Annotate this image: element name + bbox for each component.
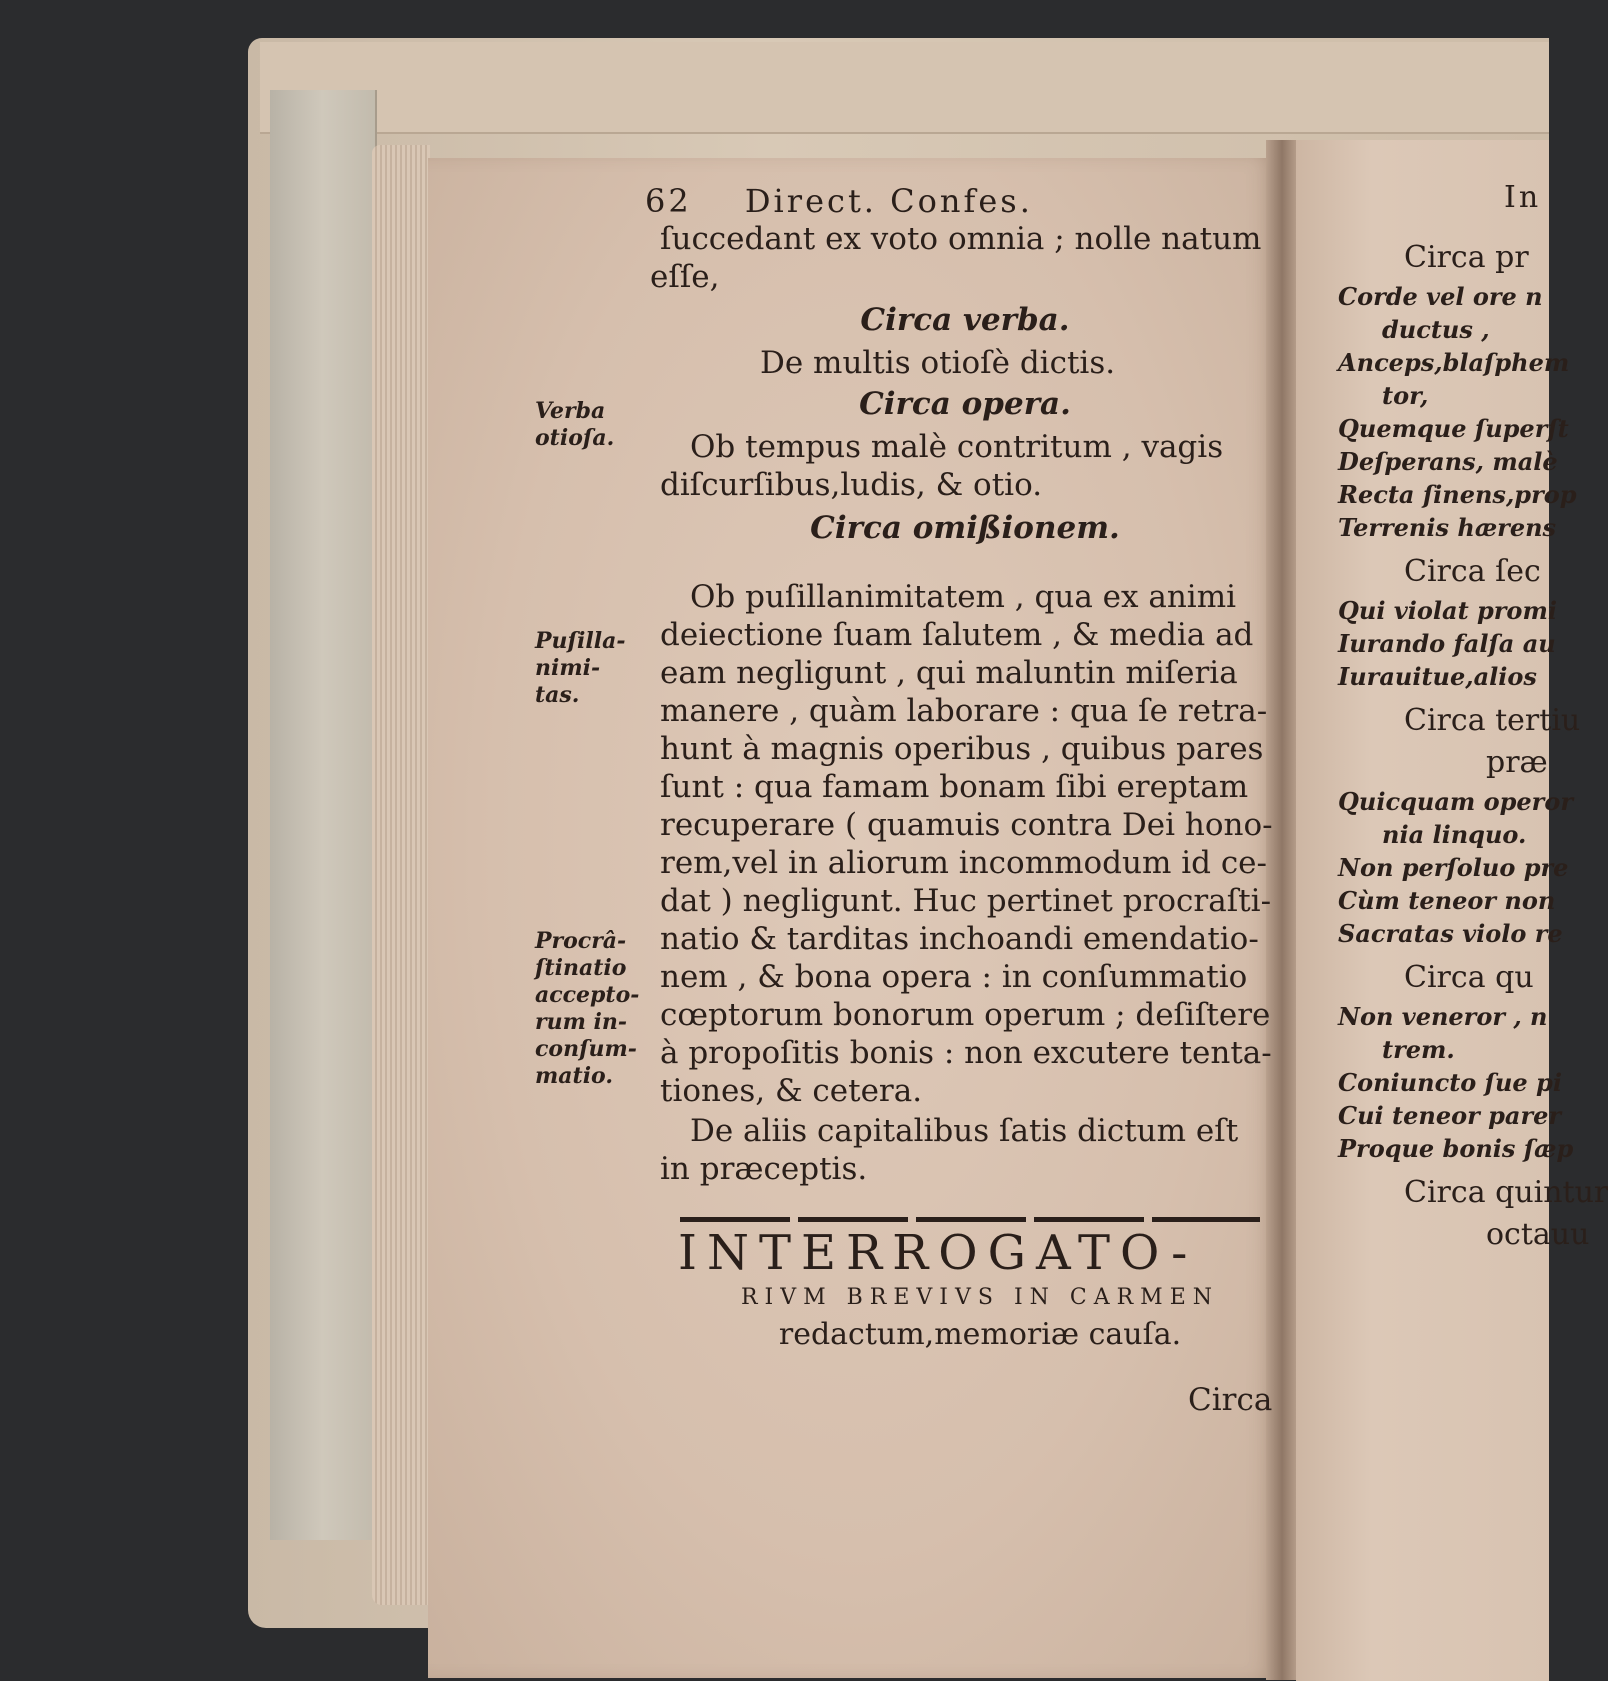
running-head xyxy=(645,182,1165,220)
right-section-heading: Circa pr xyxy=(1404,240,1529,275)
running-head-title: Direct. Confes. xyxy=(744,182,1033,220)
right-verse-line: Quemque ſuperſt xyxy=(1338,414,1569,443)
right-section-heading: Circa tertiu xyxy=(1404,703,1581,738)
right-verse-line: Proque bonis ſæp xyxy=(1338,1134,1574,1163)
margin-note-verba xyxy=(535,398,655,452)
text-line: nem , & bona opera : in conſummatio xyxy=(660,959,1248,995)
right-verse-line: Iurando falſa au xyxy=(1338,629,1556,658)
margin-note-line: otioſa. xyxy=(535,425,615,451)
right-page-text xyxy=(1296,140,1608,1681)
page-number: 62 xyxy=(645,182,692,220)
right-verse-line: Coniuncto ſue pi xyxy=(1338,1068,1562,1097)
margin-note-line: nimi- xyxy=(535,655,601,681)
text-line: rem,vel in aliorum incommodum id ce- xyxy=(660,845,1267,881)
text-line: in præceptis. xyxy=(660,1151,868,1187)
text-line: De aliis capitalibus ſatis dictum eſt xyxy=(690,1113,1239,1149)
margin-note-line: Verba xyxy=(535,398,606,424)
text-line: dat ) negligunt. Huc pertinet procraſti- xyxy=(660,883,1272,919)
book-cover-top-edge xyxy=(260,42,1549,134)
right-verse-line: Corde vel ore n xyxy=(1338,282,1543,311)
margin-note-line: ſtinatio xyxy=(535,955,627,981)
text-line: eſſe, xyxy=(650,259,720,295)
section-subtitle-second: redactum,memoriæ cauſa. xyxy=(778,1317,1182,1352)
right-verse-line: Qui violat promi xyxy=(1338,596,1557,625)
margin-note-line: matio. xyxy=(535,1063,613,1089)
text-line: cœptorum bonorum operum ; deſiſtere xyxy=(660,997,1271,1033)
binding-strip xyxy=(270,90,377,1540)
right-section-heading: præ xyxy=(1486,745,1548,780)
right-verse-line: Sacratas violo re xyxy=(1338,919,1563,948)
margin-note-procrastinatio xyxy=(535,928,655,1090)
section-subtitle: RIVM BREVIVS IN CARMEN xyxy=(740,1285,1220,1310)
right-section-heading: octauu xyxy=(1486,1217,1590,1252)
text-line: Ob tempus malè contritum , vagis xyxy=(690,429,1224,465)
section-heading: Circa omißionem. xyxy=(810,510,1120,546)
text-line: diſcurſibus,ludis, & otio. xyxy=(660,467,1043,503)
text-line: ſunt : qua famam bonam ſibi ereptam xyxy=(660,769,1249,805)
right-verse-line: Deſperans, malè xyxy=(1338,447,1558,476)
margin-note-line: conſum- xyxy=(535,1036,637,1062)
right-verse-line: Non perſoluo pre xyxy=(1338,853,1569,882)
right-running-head: In xyxy=(1504,180,1542,215)
right-verse-line: Non veneror , n xyxy=(1338,1002,1548,1031)
right-verse-line: Recta ſinens,prop xyxy=(1338,480,1577,509)
right-section-heading: Circa qu xyxy=(1404,960,1534,995)
section-title: INTERROGATO- xyxy=(678,1225,1198,1281)
catchword: Circa xyxy=(1188,1382,1273,1418)
page-edges xyxy=(372,145,430,1605)
text-line: De multis otioſè dictis. xyxy=(760,345,1116,381)
margin-note-line: Procrâ- xyxy=(535,928,627,954)
right-verse-line: trem. xyxy=(1382,1035,1455,1064)
right-verse-line: tor, xyxy=(1382,381,1429,410)
right-verse-line: Anceps,blaſphem xyxy=(1338,348,1570,377)
text-line: eam negligunt , qui maluntin miſeria xyxy=(660,655,1238,691)
right-verse-line: Iurauitue,alios xyxy=(1338,662,1537,691)
right-verse-line: Cui teneor parer xyxy=(1338,1101,1561,1130)
margin-note-line: Puſilla- xyxy=(535,628,626,654)
text-line: hunt à magnis operibus , quibus pares xyxy=(660,731,1264,767)
text-line: recuperare ( quamuis contra Dei hono- xyxy=(660,807,1273,843)
text-line: ſuccedant ex voto omnia ; nolle natum xyxy=(660,221,1262,257)
section-heading: Circa opera. xyxy=(859,386,1071,422)
right-verse-line: Cùm teneor non xyxy=(1338,886,1556,915)
text-line: manere , quàm laborare : qua ſe retra- xyxy=(660,693,1268,729)
margin-note-line: rum in- xyxy=(535,1009,628,1035)
text-line: deiectione ſuam ſalutem , & media ad xyxy=(660,617,1254,653)
section-rule xyxy=(680,1217,1260,1222)
right-verse-line: Quicquam operor xyxy=(1338,787,1573,816)
text-line: Ob puſillanimitatem , qua ex animi xyxy=(690,579,1237,615)
section-heading: Circa verba. xyxy=(860,302,1070,338)
text-line: tiones, & cetera. xyxy=(660,1073,923,1109)
right-section-heading: Circa ſec xyxy=(1404,554,1541,589)
margin-note-line: accepto- xyxy=(535,982,640,1008)
margin-note-line: tas. xyxy=(535,682,580,708)
text-line: natio & tarditas inchoandi emendatio- xyxy=(660,921,1259,957)
margin-note-pusillanimitas xyxy=(535,628,655,709)
text-line: à propoſitis bonis : non excutere tenta- xyxy=(660,1035,1272,1071)
right-section-heading: Circa quintur xyxy=(1404,1175,1608,1210)
right-verse-line: nia linquo. xyxy=(1382,820,1527,849)
right-verse-line: ductus , xyxy=(1382,315,1490,344)
right-verse-line: Terrenis hærens xyxy=(1338,513,1557,542)
